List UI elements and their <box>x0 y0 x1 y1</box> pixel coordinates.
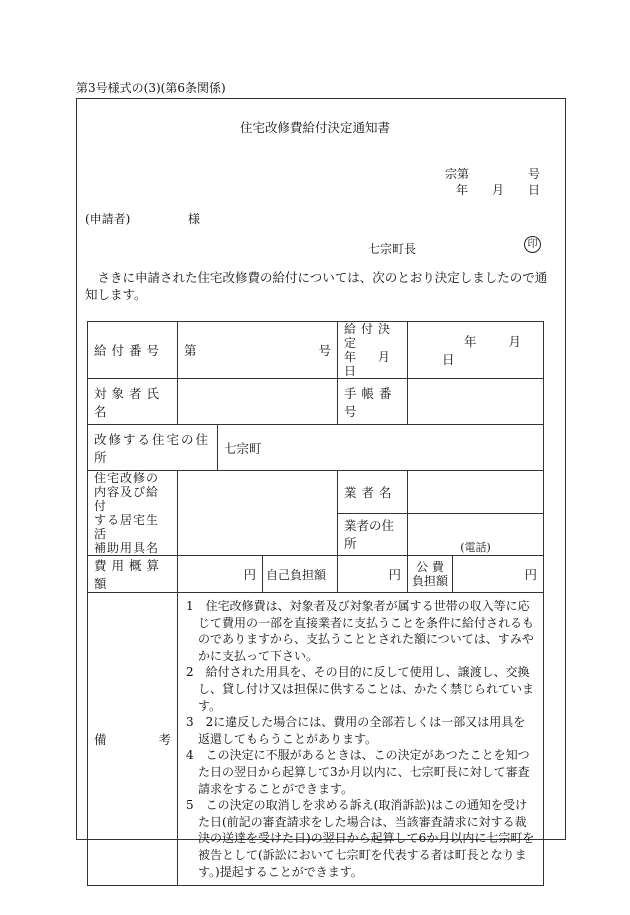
remarks-item-3: 3 2に違反した場合には、費用の全部若しくは一部又は用具を返還してもらうことがあります。 <box>186 715 526 746</box>
form-id: 第3号様式の(3)(第6条関係) <box>76 81 226 95</box>
public-pay-label-line1: 公 費 <box>416 560 444 574</box>
benefit-number-cell <box>178 322 338 379</box>
doc-number-suffix: 号 <box>528 167 541 181</box>
document-title: 住宅改修費給付決定通知書 <box>239 120 390 135</box>
remarks-list <box>178 593 544 886</box>
handbook-number-value <box>408 379 544 425</box>
table-row <box>88 471 544 514</box>
subject-name-value <box>178 379 338 425</box>
applicant-label: (申請者) <box>85 212 131 226</box>
house-address-value: 七宗町 <box>218 425 544 471</box>
handbook-number-label: 手帳番号 <box>338 379 408 425</box>
decision-date-label-line2: 年 月 日 <box>344 350 399 378</box>
decision-day: 日 <box>442 352 455 367</box>
decision-date-label <box>338 322 408 379</box>
self-pay-label: 自己負担額 <box>263 556 338 593</box>
renovation-label-line4: 補助用具名 <box>94 541 160 555</box>
remarks-label-2: 考 <box>158 732 171 748</box>
public-pay-label <box>408 556 453 593</box>
table-row <box>88 593 544 886</box>
mayor-name: 七宗町長 <box>368 242 417 256</box>
date-year: 年 <box>456 183 469 197</box>
subject-name-label: 対象者氏名 <box>88 379 178 425</box>
benefit-number-label: 給付番号 <box>88 322 178 379</box>
benefit-number-prefix: 第 <box>184 343 197 358</box>
self-pay-yen: 円 <box>338 556 408 593</box>
public-pay-yen: 円 <box>453 556 544 593</box>
seal-stamp: 印 <box>524 236 541 253</box>
info-table <box>87 321 544 886</box>
remarks-item-4: 4 この決定に不服があるときは、この決定があつたことを知つた日の翌日から起算して3か月以内に、七宗町長に対して審査請求をすることができます。 <box>186 748 530 796</box>
remarks-item-2: 2 給付された用具を、その目的に反して使用し、譲渡し、交換し、貸し付け又は担保に供することは、かたく禁じられています。 <box>186 665 535 713</box>
intro-text: さきに申請された住宅改修費の給付については、次のとおり決定しましたので通知します。 <box>85 270 548 302</box>
remarks-item-1: 1 住宅改修費は、対象者及び対象者が属する世帯の収入等に応じて費用の一部を直接業者に支払うことを条件に給付されるものでありますから、支払うこととされた額については、すみやかに支払って下さい。 <box>186 599 535 663</box>
contractor-address-value <box>408 513 544 556</box>
benefit-number-suffix: 号 <box>318 343 332 358</box>
estimated-cost-yen: 円 <box>178 556 263 593</box>
renovation-label-line3: する居宅生活 <box>94 513 160 541</box>
decision-month: 月 <box>508 334 522 349</box>
table-row <box>88 379 544 425</box>
renovation-content-value <box>178 471 338 556</box>
decision-year: 年 <box>464 334 477 349</box>
doc-number-prefix: 宗第 <box>445 167 470 181</box>
remarks-item-5: 5 この決定の取消しを求める訴え(取消訴訟)はこの通知を受けた日(前記の審査請求をした場合は、当該審査請求に対する裁決の送達を受けた日)の翌日から起算して6か月以内に七宗町を被告として(訴訟において七宗町を代表する者は町長となります。)提起することができます。 <box>186 798 535 879</box>
date-month: 月 <box>492 183 505 197</box>
remarks-label <box>88 593 178 886</box>
contractor-tel: (電話) <box>460 541 491 554</box>
public-pay-label-line2: 負担額 <box>412 574 449 588</box>
contractor-name-value <box>408 471 544 514</box>
remarks-label-1: 備 <box>94 732 107 748</box>
contractor-address-label: 業者の住所 <box>338 513 408 556</box>
house-address-label: 改修する住宅の住所 <box>88 425 218 471</box>
table-row <box>88 556 544 593</box>
renovation-label-line2: 内容及び給付 <box>94 485 160 513</box>
renovation-content-label <box>88 471 178 556</box>
date-day: 日 <box>528 183 541 197</box>
table-row <box>88 322 544 379</box>
applicant-honorific: 様 <box>188 212 201 226</box>
contractor-name-label: 業者名 <box>338 471 408 514</box>
renovation-label-line1: 住宅改修の <box>94 471 160 485</box>
decision-date-value <box>408 322 544 379</box>
estimated-cost-label: 費用概算額 <box>88 556 178 593</box>
decision-date-label-line1: 給付決定 <box>344 322 396 350</box>
table-row <box>88 425 544 471</box>
